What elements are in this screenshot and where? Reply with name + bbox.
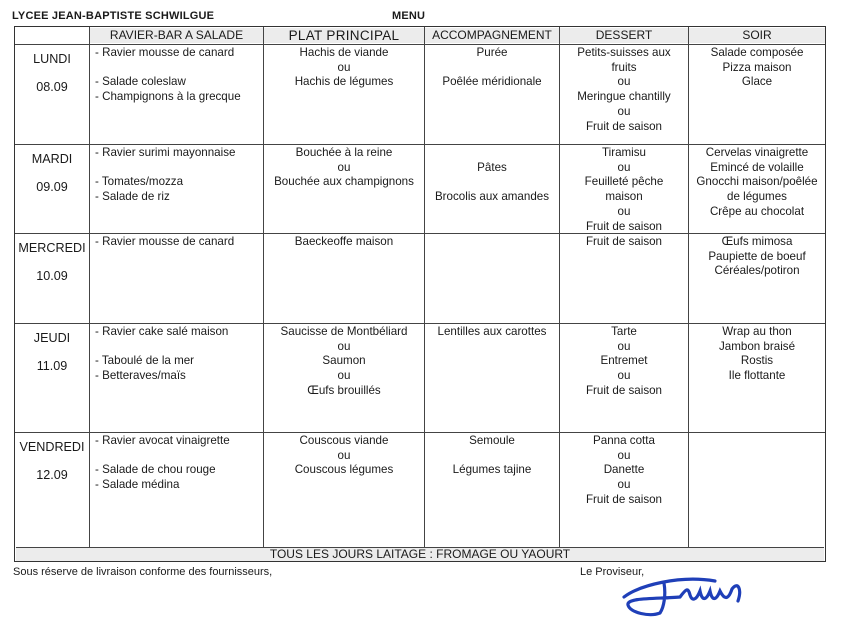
menu-line: - Ravier cake salé maison: [95, 325, 229, 338]
day-date: 09.09: [36, 180, 68, 194]
menu-line: Pizza maison: [722, 60, 792, 74]
menu-line: Wrap au thon: [722, 325, 792, 338]
day-name: VENDREDI: [19, 440, 85, 454]
menu-line: Tarte: [611, 325, 637, 338]
menu-table: [14, 26, 826, 562]
menu-line: Bouchée aux champignons: [274, 175, 414, 189]
menu-line: - Ravier mousse de canard: [95, 46, 235, 59]
cell-dessert: [560, 46, 688, 134]
menu-line: - Betteraves/maïs: [95, 369, 186, 383]
menu-line: Cervelas vinaigrette: [705, 146, 809, 159]
cell-accomp: [425, 146, 559, 205]
menu-line: Baeckeoffe maison: [294, 235, 394, 248]
day-date: 10.09: [36, 269, 68, 283]
cell-accomp: [425, 46, 559, 90]
menu-line: Fruit de saison: [585, 383, 663, 397]
cell-accomp: [425, 434, 559, 478]
cell-soir: [689, 46, 825, 90]
cell-soir: [689, 146, 825, 220]
cell-dessert: [560, 434, 688, 508]
menu-line: Céréales/potiron: [714, 264, 800, 278]
cell-dessert: [560, 146, 688, 234]
menu-line: Feuilleté pêche: [584, 175, 664, 189]
menu-line: Lentilles aux carottes: [437, 325, 547, 338]
menu-line: - Tomates/mozza: [95, 175, 184, 189]
menu-line: ou: [617, 339, 631, 353]
menu-line: Pâtes: [477, 160, 507, 174]
menu-line: ou: [337, 160, 351, 174]
cell-ravier: [95, 434, 261, 493]
menu-line: - Champignons à la grecque: [95, 90, 241, 104]
menu-line: ou: [617, 104, 631, 118]
cell-soir: [689, 235, 825, 279]
cell-ravier: [95, 235, 261, 250]
menu-line: Poêlée méridionale: [442, 75, 542, 89]
cell-plat: [264, 146, 424, 190]
cell-dessert: [560, 325, 688, 399]
menu-line: Hachis de légumes: [294, 75, 394, 89]
school-name: LYCEE JEAN-BAPTISTE SCHWILGUE: [12, 10, 215, 22]
col-header-dessert: DESSERT: [560, 28, 688, 43]
menu-line: Salade composée: [710, 46, 804, 59]
cell-ravier: [95, 146, 261, 205]
menu-line: ou: [337, 339, 351, 353]
menu-line: - Salade coleslaw: [95, 75, 186, 89]
menu-line: Fruit de saison: [585, 235, 663, 248]
menu-line: Gnocchi maison/poêlée: [696, 175, 818, 189]
day-name: LUNDI: [33, 52, 71, 66]
menu-line: maison: [605, 190, 643, 204]
menu-line: Légumes tajine: [452, 463, 532, 477]
menu-line: Meringue chantilly: [577, 90, 671, 104]
menu-line: - Taboulé de la mer: [95, 354, 195, 368]
menu-line: Semoule: [469, 434, 515, 447]
menu-line: Œufs mimosa: [721, 235, 793, 248]
menu-line: - Ravier mousse de canard: [95, 235, 235, 248]
cell-soir: [689, 325, 825, 384]
principal-label: Le Proviseur,: [580, 566, 645, 578]
supplier-note: Sous réserve de livraison conforme des fournisseurs,: [13, 566, 273, 578]
menu-line: Brocolis aux amandes: [434, 190, 550, 204]
menu-line: Crêpe au chocolat: [709, 204, 805, 218]
col-header-ravier: RAVIER-BAR A SALADE: [90, 28, 263, 43]
cell-plat: [264, 46, 424, 90]
menu-line: fruits: [611, 60, 637, 74]
menu-line: Hachis de viande: [299, 46, 389, 59]
menu-line: Rostis: [740, 354, 774, 368]
menu-line: ou: [337, 369, 351, 383]
cell-dessert: [560, 235, 688, 250]
menu-line: ou: [617, 369, 631, 383]
menu-line: Saumon: [322, 354, 366, 368]
menu-line: Purée: [476, 46, 508, 59]
cell-accomp: [425, 325, 559, 340]
menu-line: Entremet: [600, 354, 648, 368]
menu-title: MENU: [392, 10, 426, 22]
menu-line: Glace: [741, 75, 773, 89]
col-header-soir: SOIR: [689, 28, 825, 43]
day-name: JEUDI: [33, 331, 71, 345]
day-date: 11.09: [36, 359, 68, 373]
menu-line: Œufs brouillés: [307, 383, 381, 397]
signature-icon: [620, 567, 760, 617]
menu-line: - Salade de chou rouge: [95, 463, 216, 477]
col-header-plat: PLAT PRINCIPAL: [264, 28, 424, 43]
menu-line: Fruit de saison: [585, 219, 663, 233]
menu-line: ou: [617, 204, 631, 218]
menu-line: Danette: [603, 463, 645, 477]
day-name: MERCREDI: [18, 241, 86, 255]
menu-line: - Ravier surimi mayonnaise: [95, 146, 236, 159]
menu-line: ou: [337, 448, 351, 462]
menu-line: - Salade de riz: [95, 190, 170, 204]
menu-line: Panna cotta: [593, 434, 655, 447]
menu-line: ou: [617, 160, 631, 174]
menu-line: Ile flottante: [728, 369, 786, 383]
menu-line: ou: [617, 75, 631, 89]
footer-band: TOUS LES JOURS LAITAGE : FROMAGE OU YAOURT: [16, 547, 824, 561]
menu-line: de légumes: [727, 190, 787, 204]
menu-line: - Salade médina: [95, 478, 180, 492]
menu-line: - Ravier avocat vinaigrette: [95, 434, 230, 447]
menu-line: Fruit de saison: [585, 492, 663, 506]
menu-line: Tiramisu: [601, 146, 646, 159]
cell-ravier: [95, 46, 261, 105]
menu-line: Couscous légumes: [294, 463, 394, 477]
menu-line: Fruit de saison: [585, 119, 663, 133]
menu-line: Bouchée à la reine: [295, 146, 393, 159]
cell-plat: [264, 235, 424, 250]
cell-plat: [264, 325, 424, 399]
menu-line: ou: [337, 60, 351, 74]
cell-plat: [264, 434, 424, 478]
day-name: MARDI: [31, 152, 73, 166]
col-header-accompagnement: ACCOMPAGNEMENT: [425, 28, 559, 43]
day-date: 12.09: [36, 468, 68, 482]
menu-line: Couscous viande: [299, 434, 389, 447]
menu-line: Jambon braisé: [718, 339, 796, 353]
cell-ravier: [95, 325, 261, 384]
menu-line: Paupiette de boeuf: [708, 249, 806, 263]
menu-line: Petits-suisses aux: [577, 46, 671, 59]
day-date: 08.09: [36, 80, 68, 94]
menu-line: Emincé de volaille: [710, 160, 804, 174]
menu-line: ou: [617, 478, 631, 492]
menu-line: ou: [617, 448, 631, 462]
menu-line: Saucisse de Montbéliard: [280, 325, 408, 338]
